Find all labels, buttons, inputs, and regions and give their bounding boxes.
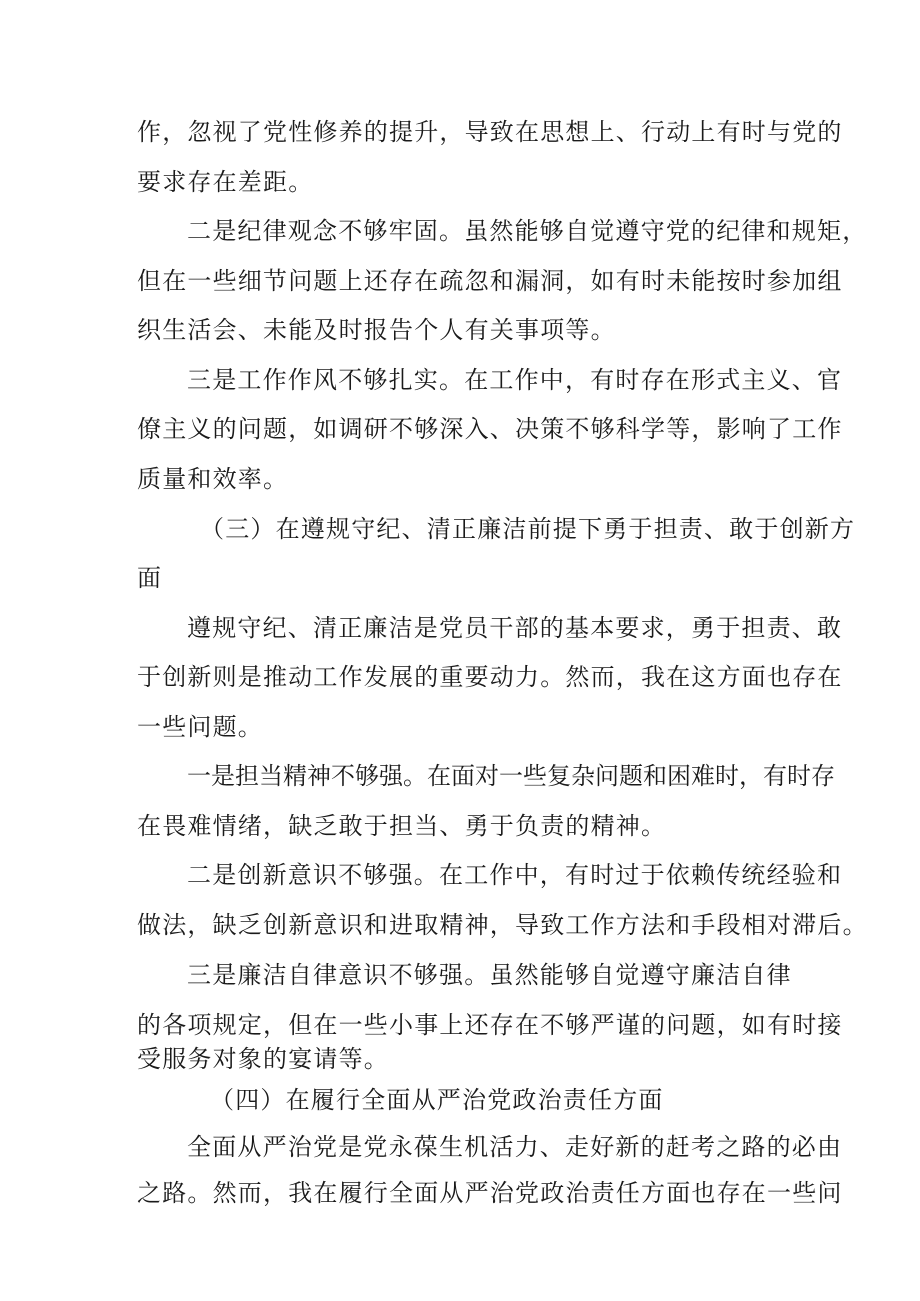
paragraph-line: 织生活会、未能及时报告个人有关事项等。 [137, 316, 616, 344]
paragraph-line: 僚主义的问题，如调研不够深入、决策不够科学等，影响了工作 [137, 415, 843, 443]
section-heading: （三）在遵规守纪、清正廉洁前提下勇于担责、敢于创新方 [200, 515, 856, 543]
section-heading: 面 [137, 564, 163, 592]
paragraph-line: 全面从严治党是党永葆生机活力、走好新的赶考之路的必由 [187, 1133, 843, 1161]
paragraph-line: 但在一些细节问题上还存在疏忽和漏洞，如有时未能按时参加组 [137, 267, 843, 295]
paragraph-line: 要求存在差距。 [137, 168, 314, 196]
paragraph-line: 的各项规定，但在一些小事上还存在不够严谨的问题，如有时接 [137, 1011, 843, 1039]
paragraph-line: 遵规守纪、清正廉洁是党员干部的基本要求，勇于担责、敢 [187, 614, 843, 642]
paragraph-line: 做法，缺乏创新意识和进取精神，导致工作方法和手段相对滞后。 [137, 911, 868, 939]
paragraph-line: 质量和效率。 [137, 465, 289, 493]
paragraph-line: 作，忽视了党性修养的提升，导致在思想上、行动上有时与党的 [137, 118, 843, 146]
paragraph-line: 一是担当精神不够强。在面对一些复杂问题和困难时，有时存 [187, 762, 835, 790]
paragraph-line: 在畏难情绪，缺乏敢于担当、勇于负责的精神。 [137, 812, 667, 840]
paragraph-line: 三是工作作风不够扎实。在工作中，有时存在形式主义、官 [187, 366, 843, 394]
paragraph-line: 一些问题。 [137, 713, 263, 741]
paragraph-line: 于创新则是推动工作发展的重要动力。然而，我在这方面也存在 [137, 663, 843, 691]
paragraph-line: 之路。然而，我在履行全面从严治党政治责任方面也存在一些问 [137, 1179, 843, 1207]
paragraph-line: 受服务对象的宴请等。 [137, 1045, 389, 1073]
section-heading: （四）在履行全面从严治党政治责任方面 [210, 1086, 664, 1114]
paragraph-line: 二是纪律观念不够牢固。虽然能够自觉遵守党的纪律和规矩， [187, 217, 868, 245]
paragraph-line: 三是廉洁自律意识不够强。虽然能够自觉遵守廉洁自律 [187, 961, 792, 989]
paragraph-line: 二是创新意识不够强。在工作中，有时过于依赖传统经验和 [187, 861, 843, 889]
